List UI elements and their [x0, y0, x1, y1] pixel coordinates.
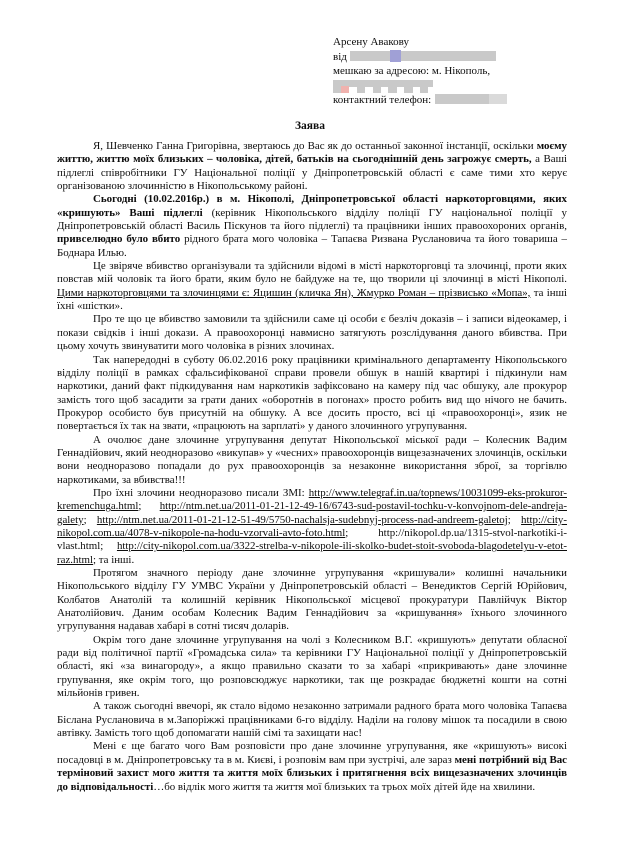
hyperlink[interactable]: http://city-nikopol.com.ua/4078-v-nikopole-na-hodu-vzorvali-avto-foto.html [57, 513, 568, 539]
phone-line [333, 93, 507, 108]
hyperlink[interactable]: http://www.telegraf.in.ua/topnews/10031099-eks-prokuror-kremenchuga.html [57, 486, 567, 513]
text-run: ; [345, 526, 379, 539]
redaction-blue-square [390, 50, 401, 62]
text-run: мені потрібний від Вас терміновий захист мого життя та життя моїх близьких і притягнення всіх вищезазначених злочинців до відповідальності [57, 753, 567, 793]
text-run: Це звіряче вбивство організували та здійснили відомі в місті наркоторговці та злочинці, проти яких повстав мій чоловік та його брати, яким було не байдуже на те, що творили ці злочинці в місті Нікополі. [57, 260, 567, 286]
text-run: А очолює дане злочинне угрупування депутат Нікопольської міської ради – Колесник Вадим Геннадійович, який неодноразово «викупав» у «чесних» правоохоронців вищезазначених злочинців, оскільки вони неодноразово попадали до рух правоохоронців за незаконне використання зброї, за торгівлю наркотиками, за вбивства!!! [57, 433, 567, 486]
redaction-pink-square [341, 86, 349, 93]
from-label: від [333, 50, 347, 63]
recipient-name: Арсену Авакову [333, 36, 409, 48]
paragraph-7 [57, 487, 567, 567]
text-run: Про те що це вбивство замовили та здійснили саме ці особи є безліч доказів – і записи відеокамер, і покази свідків і інші докази. А правоохоронці навмисно затягують розслідування даного вбивства. При цьому хочуть звинуватити мого чоловіка в різних злочинах. [57, 313, 567, 353]
hyperlink[interactable]: http://city-nikopol.com.ua/3322-strelba-v-nikopole-ili-skolko-budet-stoit-svoboda-blagodetelyu-v-etot-raz.html [57, 540, 567, 566]
text-run: Окрім того дане злочинне угрупування на чолі з Колесником В.Г. «кришують» депутати обласної ради від політичної партії «Громадська сила» та керівники ГУ Національної поліції у Дніпропетровській області, які «за винагороду», а якщо правильно сказати то за хабарі «прикривають» дане злочинне групування, яке окрім того, що розповсюджує наркотики, так ще розкрадає бюджетні кошти на сотні мільйонів гривен. [57, 633, 567, 700]
redaction-block [333, 86, 341, 93]
paragraph-6 [57, 434, 567, 487]
redaction-block [404, 86, 413, 93]
text-run: ; [83, 513, 97, 526]
hyperlink[interactable]: http://ntm.net.ua/2011-01-21-12-49-16/6743-sud-postavil-tochku-v-konvojnom-dele-andreja-galety [57, 500, 567, 526]
paragraph-4 [57, 313, 567, 353]
text-run: …бо відлік мого життя та життя мої близьких та трьох моїх дітей йде на хвилини. [153, 780, 536, 793]
redaction-block [357, 86, 365, 93]
hyperlink[interactable]: http://nikopol.dp.ua/1315-stvol-narkotiki-i-vlast.html [57, 526, 567, 553]
document-body [57, 140, 567, 794]
text-run: ; [138, 500, 160, 513]
redaction-block [388, 86, 397, 93]
address-text: мешкаю за адресою: м. Нікополь, [333, 65, 491, 77]
redacted-street-line [333, 79, 507, 94]
address-line [333, 64, 507, 79]
text-run: а Ваші підлеглі співробітники ГУ Національної поліції у Дніпропетровській області є саме тими хто керує організованою злочинністю в Нікопольському районі. [57, 153, 567, 193]
phone-label: контактний телефон: [333, 94, 432, 106]
paragraph-5 [57, 354, 567, 434]
redacted-phone-number [435, 94, 489, 104]
text-run: А також сьогодні ввечорі, як стало відомо незаконно затримали радного брата мого чоловіка Тапаєва Біслана Руслановича в м.Запоріжжі працівниками 6-го відділу. Наділи на голову мішок та посадили в свою автівку. Замість того щоб допомагати нашій сімі та захищати нас! [57, 700, 567, 740]
paragraph-3 [57, 260, 567, 313]
paragraph-8 [57, 567, 567, 634]
text-run: Протягом значного періоду дане злочинне угрупування «кришували» колишні начальники Нікопольського відділу ГУ УМВС України у Дніпропетровській області – Венедиктов Сергій Юрійович, Колбатов Анатолій та колишній керівник Нікопольської місцевої прокуратури Павлійчук Віктор Анатолійович. Даним особам Колесник Вадим Геннадійович за «кришування» їхнього злочинного угрупування надавав хабарі в сотні тисяч доларів. [57, 567, 567, 633]
sender-recipient-block [333, 35, 507, 108]
text-run: Мені є ще багато чого Вам розповісти про дане злочинне угрупування, яке «кришують» високі посадовці в м. Дніпропетровську та в м. Києві, і розповім вам при зустрічі, але зараз [57, 740, 567, 766]
document-title: Заява [294, 120, 325, 132]
redaction-block [420, 86, 428, 93]
text-run: Я, Шевченко Ганна Григорівна, звертаюсь до Вас як до останньої законної інстанції, оскільки [93, 140, 537, 152]
text-run: моєму життю, життю моїх близьких – чоловіка, дітей, батьків на сьогоднішній день загрожує смерть, [57, 140, 567, 166]
text-run: ; та інші. [93, 553, 135, 566]
hyperlink[interactable]: http://ntm.net.ua/2011-01-21-12-51-49/5750-nachalsja-sudebnyj-process-nad-andreem-galetoj [96, 513, 508, 526]
text-run: ; [507, 513, 522, 526]
text-run: ; [100, 540, 117, 553]
text-run: Сьогодні (10.02.2016р.) в м. Нікополі, Дніпропетровської області наркоторговцями, яких «кришують» Ваші підлеглі [57, 193, 567, 219]
paragraph-11 [57, 740, 567, 793]
redacted-street-address [333, 80, 433, 93]
paragraph-1 [57, 140, 567, 193]
text-run: привселюдно було вбито [57, 233, 185, 246]
text-run: (керівник Нікопольського відділу поліції ГУ національної поліції у Дніпропетровській області Василь Піскунов та його підлеглі) та працівники інших правоохороних органів, [57, 206, 567, 233]
redacted-sender-name [350, 51, 496, 61]
text-run: Про їхні злочини неодноразово писали ЗМІ: [93, 486, 309, 499]
paragraph-2 [57, 193, 567, 260]
redacted-phone-number-tail [489, 94, 507, 104]
paragraph-10 [57, 700, 567, 740]
text-run: та інші їхні «шістки». [57, 286, 567, 313]
from-line [333, 50, 507, 65]
recipient-line [333, 35, 507, 50]
text-run: Так напередодні в суботу 06.02.2016 року працівники кримінального департаменту Нікопольського відділу поліції в рамках сфальсифікованої справи провели обшук в нашій квартирі і підкинули нам наркотики, даний факт підкидування нам наркотиків зафіксовано на камеру під час обшуку, але прокурор замість того щоб засадити за грати даних «оборотнів в погонах» просто робить вид що нічого не бачить. Прокурор особисто був присутній на обшуку. А все досить просто, всі ці «правоохоронці», язик не повертається їх так на звати, «працюють на зарплаті» у даного злочинного угрупування. [57, 353, 567, 433]
text-run: Цими наркоторговцями та злочинцями є: Яцишин (кличка Ян), Жмурко Роман – прізвисько «Мопа», [57, 286, 531, 299]
paragraph-9 [57, 634, 567, 701]
text-run: рідного брата мого чоловіка – Тапаєва Ризвана Руслановича та його товариша – Боднара Илью. [57, 233, 568, 259]
redaction-block [373, 86, 381, 93]
